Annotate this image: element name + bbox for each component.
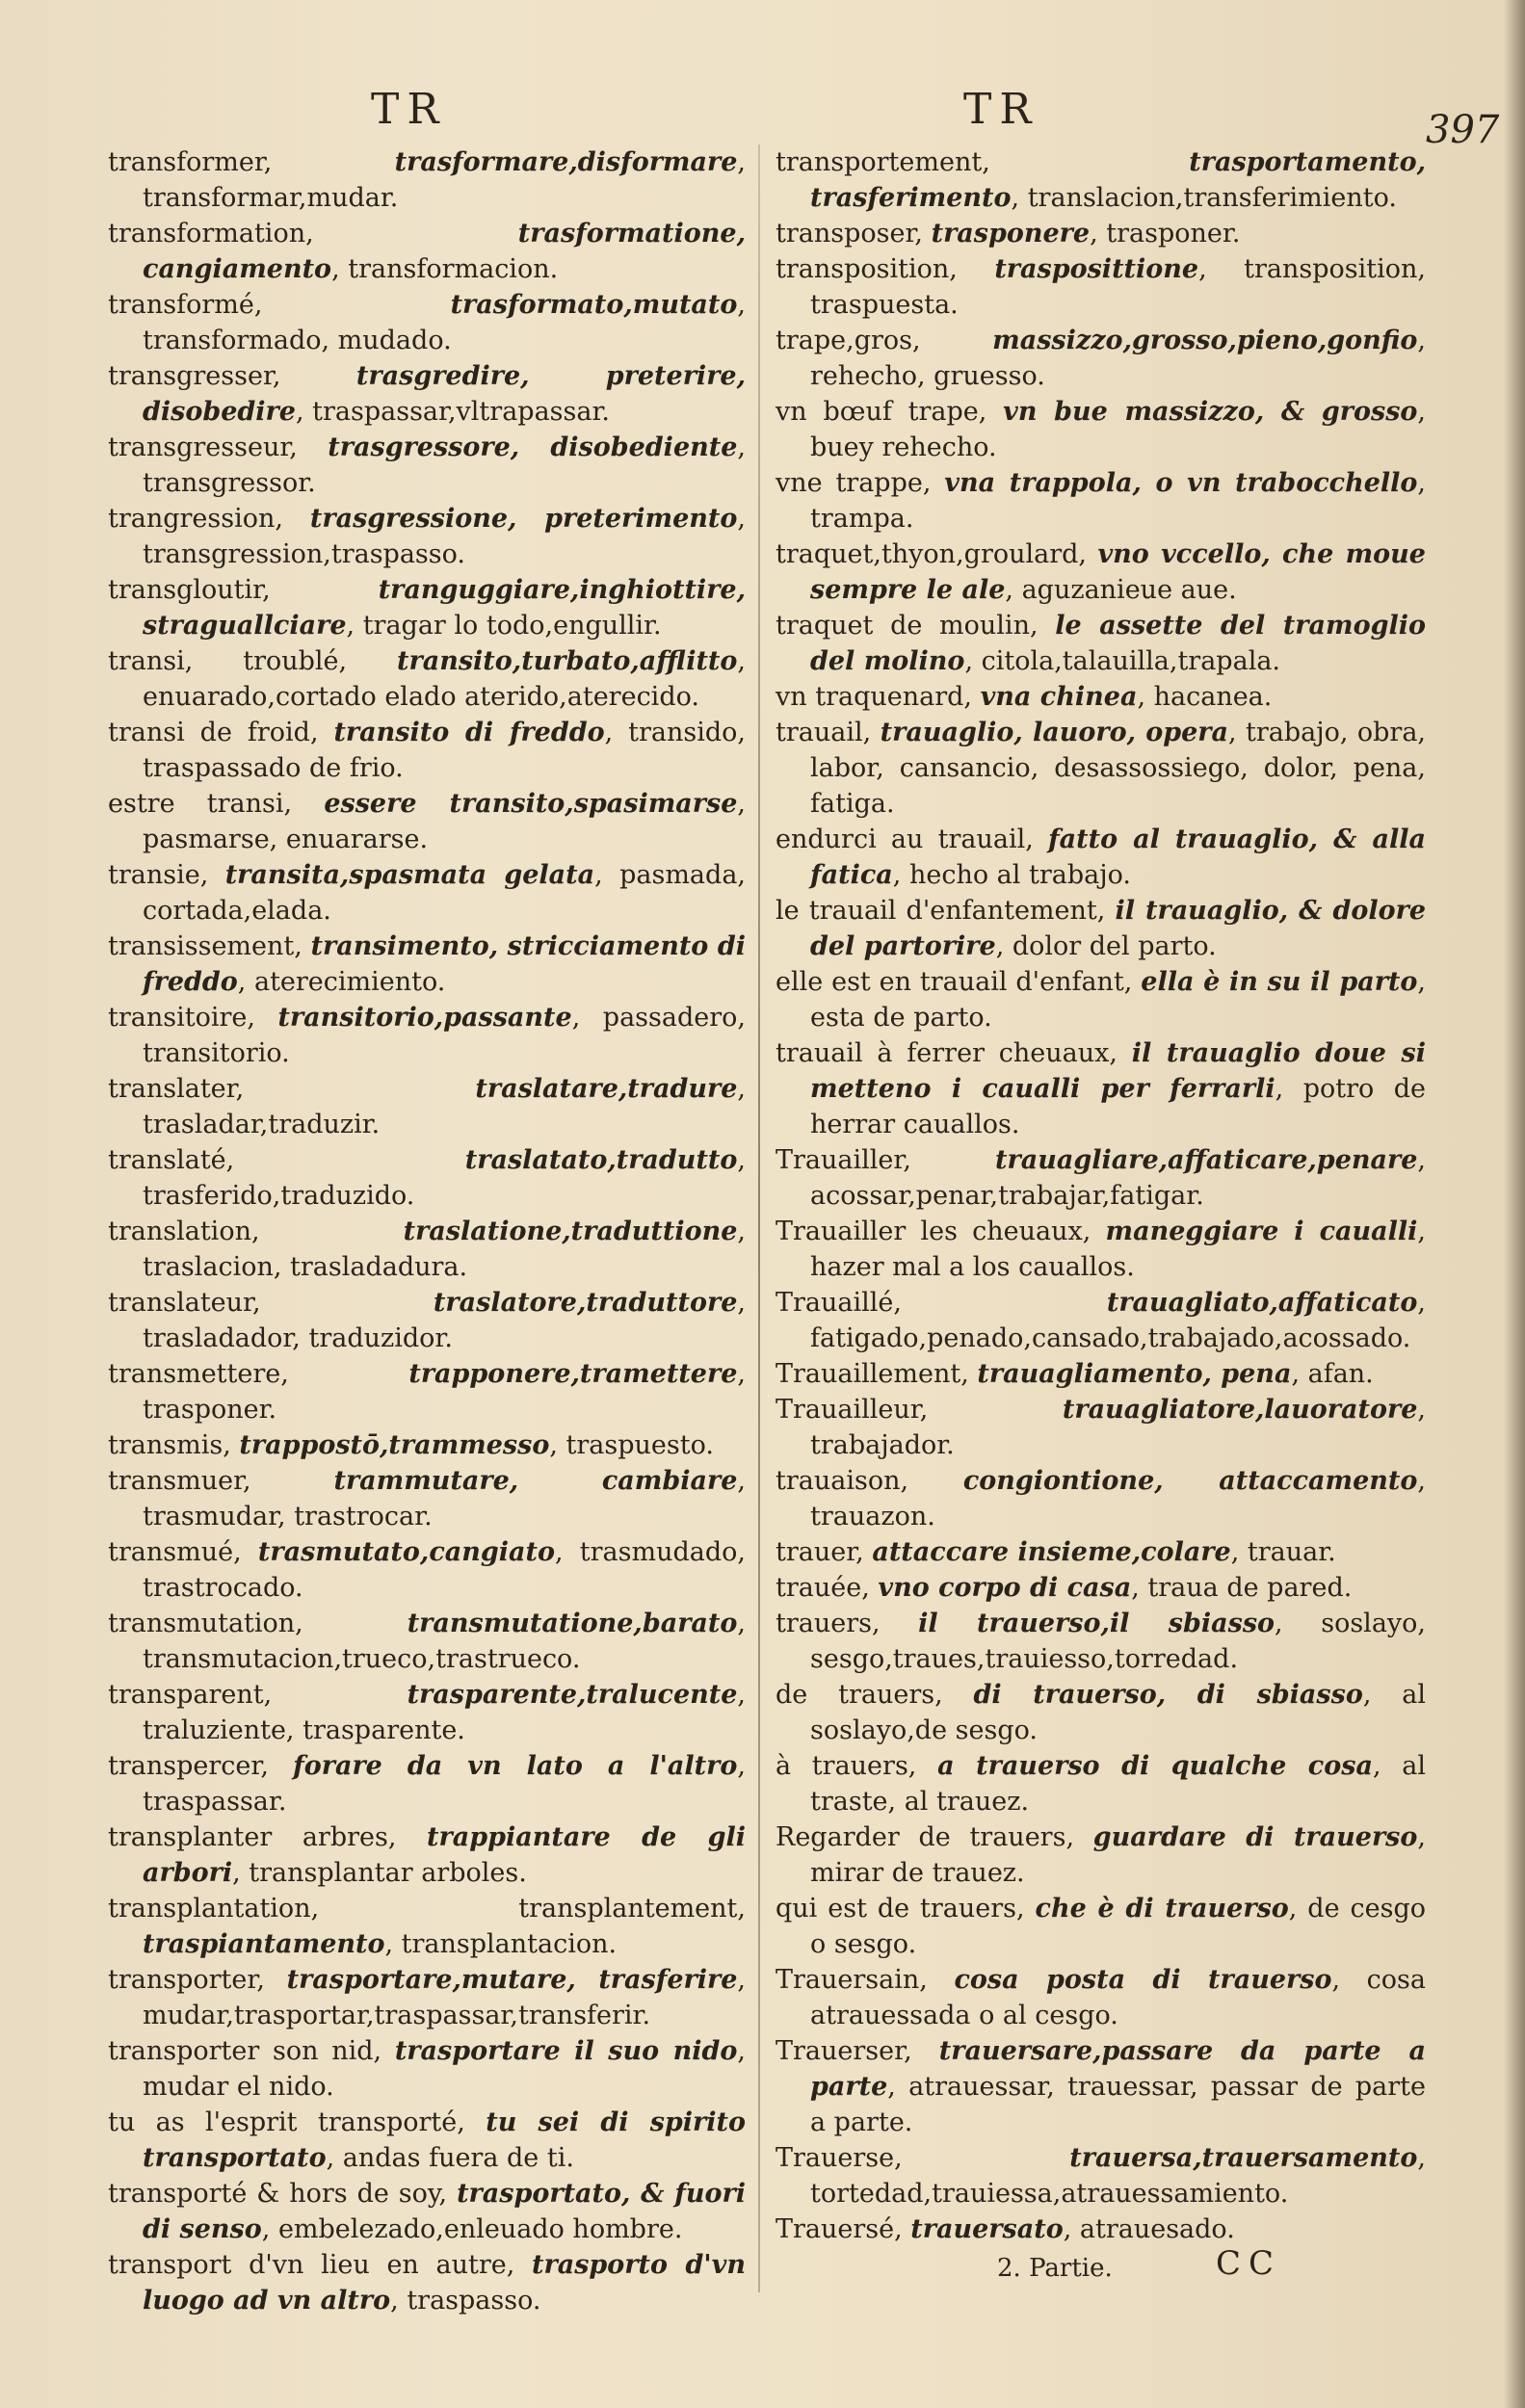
french-headword: transi de froid bbox=[108, 718, 310, 747]
dictionary-entry: trangression, trasgressione, preterimento, transgression,traspasso. bbox=[108, 504, 746, 569]
french-headword: Trauailler les cheuaux bbox=[776, 1217, 1083, 1246]
spanish-translation: traspuesto. bbox=[565, 1430, 714, 1460]
italian-translation: trauagliato,affaticato bbox=[1106, 1288, 1418, 1318]
french-headword: Regarder de trauers bbox=[776, 1822, 1066, 1852]
left-column bbox=[108, 144, 746, 2318]
dictionary-entry: de trauers, di trauerso, di sbiasso, al soslayo,de sesgo. bbox=[776, 1680, 1426, 1745]
french-headword: trauaison bbox=[776, 1466, 901, 1496]
italian-translation: transita,spasmata gelata bbox=[224, 860, 595, 890]
dictionary-entry: transgresser, trasgredire, preterire, disobedire, traspassar,vltrapassar. bbox=[108, 361, 746, 427]
spanish-translation: atrauessar, trauessar, passar de parte a parte. bbox=[810, 2072, 1427, 2137]
french-headword: transformer bbox=[108, 147, 264, 177]
french-headword: endurci au trauail bbox=[776, 824, 1026, 854]
spanish-translation: traluziente, trasparente. bbox=[143, 1715, 465, 1745]
dictionary-entry: transformer, trasformare,disformare, transformar,mudar. bbox=[108, 147, 746, 213]
french-headword: Trauaillement bbox=[776, 1359, 961, 1389]
dictionary-entry: Trauerser, trauersare,passare da parte a parte, atrauessar, trauessar, passar de parte a parte. bbox=[776, 2036, 1427, 2137]
spanish-translation: aguzanieue aue. bbox=[1021, 575, 1237, 605]
italian-translation: guardare di trauerso bbox=[1092, 1822, 1418, 1852]
spanish-translation: soslayo, sesgo,traues,trauiesso,torredad. bbox=[810, 1609, 1427, 1674]
french-headword: trangression bbox=[108, 504, 276, 534]
spanish-translation: translacion,transferimiento. bbox=[1027, 183, 1397, 213]
french-headword: transgresseur bbox=[108, 432, 290, 462]
dictionary-entry: Trauailler, trauagliare,affaticare,penare, acossar,penar,trabajar,fatigar. bbox=[776, 1145, 1426, 1211]
dictionary-entry: Trauaillé, trauagliato,affaticato, fatigado,penado,cansado,trabajado,acossado. bbox=[776, 1288, 1426, 1353]
italian-translation: il trauaglio doue si metteno i caualli per ferrarli bbox=[810, 1038, 1427, 1104]
dictionary-entry: trape,gros, massizzo,grosso,pieno,gonfio, rehecho, gruesso. bbox=[776, 326, 1426, 391]
french-headword: Trauailler bbox=[776, 1145, 904, 1175]
spanish-translation: transformado, mudado. bbox=[143, 326, 452, 355]
dictionary-entry: transformation, trasformatione, cangiamento, transformacion. bbox=[108, 219, 746, 284]
french-headword: transie bbox=[108, 860, 200, 890]
spanish-translation: transformar,mudar. bbox=[143, 183, 399, 213]
dictionary-entry: transport d'vn lieu en autre, trasporto d'vn luogo ad vn altro, traspasso. bbox=[108, 2250, 746, 2316]
dictionary-entry: elle est en trauail d'enfant, ella è in su il parto, esta de parto. bbox=[776, 967, 1426, 1033]
dictionary-entry: transparent, trasparente,tralucente, traluziente, trasparente. bbox=[108, 1680, 746, 1745]
spanish-translation: traua de pared. bbox=[1147, 1573, 1353, 1603]
dictionary-entry: transie, transita,spasmata gelata, pasmada, cortada,elada. bbox=[108, 860, 746, 926]
spanish-translation: trasponer. bbox=[143, 1395, 277, 1425]
dictionary-entry: vn traquenard, vna chinea, hacanea. bbox=[776, 682, 1273, 712]
italian-translation: vna trappola, o vn trabocchello bbox=[944, 468, 1418, 498]
dictionary-entry: endurci au trauail, fatto al trauaglio, & alla fatica, hecho al trabajo. bbox=[776, 824, 1426, 890]
spanish-translation: trampa. bbox=[810, 504, 914, 534]
italian-translation: che è di trauerso bbox=[1035, 1894, 1289, 1924]
spanish-translation: trabajador. bbox=[810, 1430, 955, 1460]
dictionary-entry: transmettere, trapponere,tramettere, trasponer. bbox=[108, 1359, 746, 1425]
italian-translation: trammutare, cambiare bbox=[333, 1466, 738, 1496]
italian-translation: trauersa,trauersamento bbox=[1069, 2143, 1418, 2173]
spanish-translation: tragar lo todo,engullir. bbox=[362, 611, 662, 641]
italian-translation: traslatione,traduttione bbox=[403, 1217, 738, 1246]
dictionary-entry: Trauailleur, trauagliatore,lauoratore, trabajador. bbox=[776, 1395, 1426, 1460]
italian-translation: cosa posta di trauerso bbox=[954, 1965, 1332, 1995]
dictionary-entry: translateur, traslatore,traduttore, trasladador, traduzidor. bbox=[108, 1288, 746, 1353]
dictionary-entry: transformé, trasformato,mutato, transformado, mudado. bbox=[108, 290, 746, 355]
french-headword: estre transi bbox=[108, 789, 284, 819]
french-headword: qui est de trauers bbox=[776, 1894, 1017, 1924]
dictionary-entry: Trauersain, cosa posta di trauerso, cosa atrauessada o al cesgo. bbox=[776, 1965, 1426, 2030]
french-headword: traquet de moulin bbox=[776, 611, 1030, 641]
spanish-translation: transgressor. bbox=[143, 468, 316, 498]
italian-translation: trasformatione, cangiamento bbox=[143, 219, 746, 284]
italian-translation: trasformare,disformare bbox=[394, 147, 738, 177]
dictionary-entry: le trauail d'enfantement, il trauaglio, & dolore del partorire, dolor del parto. bbox=[776, 896, 1426, 961]
italian-translation: vno corpo di casa bbox=[878, 1573, 1132, 1603]
italian-translation: trauagliamento, pena bbox=[977, 1359, 1292, 1389]
dictionary-entry: vne trappe, vna trappola, o vn trabocchello, trampa. bbox=[776, 468, 1427, 534]
italian-translation: transito,turbato,afflitto bbox=[397, 646, 738, 676]
spanish-translation: afan. bbox=[1307, 1359, 1374, 1389]
column-divider bbox=[758, 144, 760, 2292]
dictionary-entry: transporter, trasportare,mutare, trasferire, mudar,trasportar,traspassar,transferir. bbox=[108, 1965, 746, 2030]
dictionary-entry: trauée, vno corpo di casa, traua de pared. bbox=[776, 1573, 1353, 1603]
french-headword: transporté & hors de soy bbox=[108, 2179, 439, 2209]
dictionary-entry: translater, traslatare,tradure, trasladar,traduzir. bbox=[108, 1074, 746, 1139]
dictionary-entry: transpercer, forare da vn lato a l'altro, traspassar. bbox=[108, 1751, 746, 1817]
french-headword: trape,gros bbox=[776, 326, 913, 355]
spanish-translation: fatigado,penado,cansado,trabajado,acossado. bbox=[810, 1323, 1411, 1353]
french-headword: transmuer bbox=[108, 1466, 244, 1496]
french-headword: le trauail d'enfantement bbox=[776, 896, 1097, 926]
dictionary-entry: translaté, traslatato,tradutto, trasferido,traduzido. bbox=[108, 1145, 746, 1211]
spanish-translation: transmutacion,trueco,trastrueco. bbox=[143, 1644, 581, 1674]
spanish-translation: trasmudado, trastrocado. bbox=[143, 1537, 747, 1603]
dictionary-entry: trauers, il trauerso,il sbiasso, soslayo, sesgo,traues,trauiesso,torredad. bbox=[776, 1609, 1427, 1674]
french-headword: à trauers bbox=[776, 1751, 908, 1781]
spanish-translation: passadero, transitorio. bbox=[143, 1003, 746, 1068]
italian-translation: trappiantare de gli arbori bbox=[143, 1822, 746, 1888]
spanish-translation: potro de herrar cauallos. bbox=[810, 1074, 1426, 1139]
spanish-translation: mudar,trasportar,traspassar,transferir. bbox=[143, 2001, 651, 2030]
spanish-translation: hecho al trabajo. bbox=[908, 860, 1131, 890]
dictionary-entry: Trauaillement, trauagliamento, pena, afan. bbox=[776, 1359, 1374, 1389]
french-headword: transparent bbox=[108, 1680, 264, 1710]
spanish-translation: mudar el nido. bbox=[143, 2072, 334, 2102]
spanish-translation: tortedad,trauiessa,atrauessamiento. bbox=[810, 2179, 1289, 2209]
dictionary-entry: qui est de trauers, che è di trauerso, de cesgo o sesgo. bbox=[776, 1894, 1426, 1959]
french-headword: vne trappe bbox=[776, 468, 923, 498]
french-headword: trauée bbox=[776, 1573, 862, 1603]
spanish-translation: hacanea. bbox=[1153, 682, 1273, 712]
dictionary-entry: trauail à ferrer cheuaux, il trauaglio doue si metteno i caualli per ferrarli, potro de herrar cauallos. bbox=[776, 1038, 1427, 1139]
italian-translation: traslatato,tradutto bbox=[464, 1145, 738, 1175]
dictionary-entry: Trauailler les cheuaux, maneggiare i caualli, hazer mal a los cauallos. bbox=[776, 1217, 1426, 1282]
italian-translation: essere transito,spasimarse bbox=[324, 789, 738, 819]
french-headword: transporter bbox=[108, 1965, 257, 1995]
dictionary-entry: estre transi, essere transito,spasimarse, pasmarse, enuararse. bbox=[108, 789, 746, 854]
spanish-translation: trauar. bbox=[1247, 1537, 1336, 1567]
italian-translation: trauersato bbox=[910, 2214, 1064, 2244]
italian-translation: traslatare,tradure bbox=[475, 1074, 738, 1104]
spanish-translation: mirar de trauez. bbox=[810, 1858, 1025, 1888]
italian-translation: le assette del tramoglio del molino bbox=[810, 611, 1426, 676]
french-headword: transmis bbox=[108, 1430, 223, 1460]
italian-translation: trauagliatore,lauoratore bbox=[1062, 1395, 1418, 1425]
italian-translation: attaccare insieme,colare bbox=[872, 1537, 1231, 1567]
italian-translation: trasportare,mutare, trasferire bbox=[286, 1965, 738, 1995]
italian-translation: trasportare il suo nido bbox=[394, 2036, 738, 2066]
italian-translation: trauaglio, lauoro, opera bbox=[880, 718, 1229, 747]
spanish-translation: atrauesado. bbox=[1079, 2214, 1235, 2244]
spanish-translation: rehecho, gruesso. bbox=[810, 361, 1045, 391]
spanish-translation: transplantacion. bbox=[401, 1929, 618, 1959]
french-headword: trauer bbox=[776, 1537, 856, 1567]
french-headword: transformation bbox=[108, 219, 306, 249]
spanish-translation: aterecimiento. bbox=[253, 967, 446, 997]
italian-translation: trasgredire, preterire, disobedire bbox=[143, 361, 746, 427]
italian-translation: trasposittione bbox=[994, 254, 1199, 284]
dictionary-entry: Regarder de trauers, guardare di trauerso, mirar de trauez. bbox=[776, 1822, 1426, 1888]
dictionary-entry: traquet de moulin, le assette del tramoglio del molino, citola,talauilla,trapala. bbox=[776, 611, 1426, 676]
french-headword: transposer bbox=[776, 219, 915, 249]
spanish-translation: trasladador, traduzidor. bbox=[143, 1323, 453, 1353]
running-head-left: TR bbox=[371, 85, 447, 134]
spanish-translation: al soslayo,de sesgo. bbox=[810, 1680, 1426, 1745]
spanish-translation: trasferido,traduzido. bbox=[143, 1181, 415, 1211]
italian-translation: vna chinea bbox=[980, 682, 1138, 712]
french-headword: transporter son nid bbox=[108, 2036, 374, 2066]
italian-translation: a trauerso di qualche cosa bbox=[937, 1751, 1373, 1781]
french-headword: translaté bbox=[108, 1145, 226, 1175]
spanish-translation: hazer mal a los cauallos. bbox=[810, 1252, 1135, 1282]
french-headword: elle est en trauail d'enfant bbox=[776, 967, 1124, 997]
dictionary-entry: translation, traslatione,traduttione, traslacion, trasladadura. bbox=[108, 1217, 746, 1282]
french-headword: transissement bbox=[108, 931, 295, 961]
french-headword: transitoire bbox=[108, 1003, 248, 1033]
french-headword: translateur bbox=[108, 1288, 252, 1318]
right-column bbox=[776, 144, 1426, 2247]
french-headword: translater bbox=[108, 1074, 236, 1104]
french-headword: transformé bbox=[108, 290, 254, 320]
dictionary-entry: tu as l'esprit transporté, tu sei di spirito transportato, andas fuera de ti. bbox=[108, 2107, 746, 2173]
french-headword: traquet,thyon,groulard bbox=[776, 539, 1079, 569]
dictionary-entry: transgresseur, trasgressore, disobediente, transgressor. bbox=[108, 432, 746, 498]
french-headword: transgresser bbox=[108, 361, 273, 391]
dictionary-entry: transportement, trasportamento, trasferimento, translacion,transferimiento. bbox=[776, 147, 1426, 213]
spanish-translation: traspassar,vltrapassar. bbox=[312, 397, 611, 427]
spanish-translation: transplantar arboles. bbox=[249, 1858, 527, 1888]
italian-translation: di trauerso, di sbiasso bbox=[973, 1680, 1363, 1710]
signature-mark: CC bbox=[1216, 2244, 1282, 2283]
italian-translation: ella è in su il parto bbox=[1141, 967, 1418, 997]
italian-translation: tranguggiare,inghiottire, straguallciare bbox=[143, 575, 746, 641]
dictionary-entry: transitoire, transitorio,passante, passadero, transitorio. bbox=[108, 1003, 746, 1068]
french-headword: Trauaillé bbox=[776, 1288, 894, 1318]
french-headword: transport d'vn lieu en autre bbox=[108, 2250, 507, 2280]
spanish-translation: cosa atrauessada o al cesgo. bbox=[810, 1965, 1426, 2030]
spanish-translation: transido, traspassado de frio. bbox=[143, 718, 746, 783]
dictionary-entry: transissement, transimento, stricciamento di freddo, aterecimiento. bbox=[108, 931, 746, 997]
french-headword: transi, troublé bbox=[108, 646, 339, 676]
italian-translation: transito di freddo bbox=[333, 718, 605, 747]
french-headword: Trauersain bbox=[776, 1965, 920, 1995]
italian-translation: trasformato,mutato bbox=[450, 290, 738, 320]
italian-translation: trapponere,tramettere bbox=[408, 1359, 738, 1389]
italian-translation: transimento, stricciamento di freddo bbox=[143, 931, 746, 997]
dictionary-entry: transmuer, trammutare, cambiare, trasmudar, trastrocar. bbox=[108, 1466, 747, 1531]
italian-translation: vn bue massizzo, & grosso bbox=[1003, 397, 1418, 427]
italian-translation: trasportato, & fuori di senso bbox=[143, 2179, 747, 2244]
spanish-translation: traspassar. bbox=[143, 1787, 287, 1817]
spanish-translation: andas fuera de ti. bbox=[342, 2143, 574, 2173]
dictionary-entry: vn bœuf trape, vn bue massizzo, & grosso, buey rehecho. bbox=[776, 397, 1426, 462]
italian-translation: transmutatione,barato bbox=[407, 1609, 738, 1638]
french-headword: transgloutir bbox=[108, 575, 263, 605]
french-headword: transpercer bbox=[108, 1751, 261, 1781]
spanish-translation: trasponer. bbox=[1106, 219, 1241, 249]
french-headword: vn traquenard bbox=[776, 682, 964, 712]
italian-translation: trasgressore, disobediente bbox=[328, 432, 738, 462]
italian-translation: il trauerso,il sbiasso bbox=[918, 1609, 1275, 1638]
dictionary-entry: transi, troublé, transito,turbato,afflitto, enuarado,cortado elado aterido,aterecido. bbox=[108, 646, 747, 712]
french-headword: trauers bbox=[776, 1609, 872, 1638]
dictionary-entry: trauer, attaccare insieme,colare, trauar. bbox=[776, 1537, 1336, 1567]
french-headword: vn bœuf trape bbox=[776, 397, 979, 427]
spanish-translation: esta de parto. bbox=[810, 1003, 992, 1033]
french-headword: Trauerser bbox=[776, 2036, 905, 2066]
italian-translation: congiontione, attaccamento bbox=[962, 1466, 1418, 1496]
italian-translation: trasgressione, preterimento bbox=[309, 504, 738, 534]
dictionary-entry: transmutation, transmutatione,barato, transmutacion,trueco,trastrueco. bbox=[108, 1609, 746, 1674]
spanish-translation: trauazon. bbox=[810, 1502, 935, 1531]
signature-line: 2. Partie. bbox=[997, 2254, 1113, 2283]
french-headword: trauail bbox=[776, 718, 863, 747]
dictionary-entry: trauaison, congiontione, attaccamento, trauazon. bbox=[776, 1466, 1426, 1531]
italian-translation: transitorio,passante bbox=[277, 1003, 572, 1033]
italian-translation: trasportamento, trasferimento bbox=[810, 147, 1426, 213]
italian-translation: massizzo,grosso,pieno,gonfio bbox=[992, 326, 1418, 355]
spanish-translation: trabajo, obra, labor, cansancio, desassossiego, dolor, pena, fatiga. bbox=[810, 718, 1426, 819]
french-headword: transportement bbox=[776, 147, 983, 177]
italian-translation: maneggiare i caualli bbox=[1105, 1217, 1418, 1246]
italian-translation: traslatore,traduttore bbox=[433, 1288, 738, 1318]
spanish-translation: trasmudar, trastrocar. bbox=[143, 1502, 433, 1531]
dictionary-entry: transi de froid, transito di freddo, transido, traspassado de frio. bbox=[108, 718, 746, 783]
italian-translation: trauagliare,affaticare,penare bbox=[995, 1145, 1418, 1175]
spanish-translation: traslacion, trasladadura. bbox=[143, 1252, 468, 1282]
page-number: 397 bbox=[1426, 108, 1500, 152]
italian-translation: trasparente,tralucente bbox=[407, 1680, 738, 1710]
italian-translation: trasponere bbox=[931, 219, 1091, 249]
french-headword: translation bbox=[108, 1217, 251, 1246]
dictionary-entry: traquet,thyon,groulard, vno vccello, che moue sempre le ale, aguzanieue aue. bbox=[776, 539, 1426, 605]
italian-translation: trauersare,passare da parte a parte bbox=[810, 2036, 1426, 2102]
spanish-translation: dolor del parto. bbox=[1012, 931, 1217, 961]
dictionary-entry: transplantation, transplantement, traspiantamento, transplantacion. bbox=[108, 1894, 746, 1959]
dictionary-entry: transporter son nid, trasportare il suo nido, mudar el nido. bbox=[108, 2036, 746, 2102]
italian-translation: fatto al trauaglio, & alla fatica bbox=[810, 824, 1426, 890]
spanish-translation: acossar,penar,trabajar,fatigar. bbox=[810, 1181, 1204, 1211]
italian-translation: il trauaglio, & dolore del partorire bbox=[810, 896, 1426, 961]
italian-translation: traspiantamento bbox=[143, 1929, 385, 1959]
french-headword: transmué bbox=[108, 1537, 234, 1567]
dictionary-entry: transposition, trasposittione, transposition, traspuesta. bbox=[776, 254, 1426, 320]
italian-translation: vno vccello, che moue sempre le ale bbox=[810, 539, 1426, 605]
dictionary-entry: à trauers, a trauerso di qualche cosa, al traste, al trauez. bbox=[776, 1751, 1426, 1817]
italian-translation: trappostō,trammesso bbox=[239, 1430, 550, 1460]
spanish-translation: transposition, traspuesta. bbox=[810, 254, 1426, 320]
dictionary-entry: transporté & hors de soy, trasportato, & fuori di senso, embelezado,enleuado hombre. bbox=[108, 2179, 747, 2244]
spanish-translation: citola,talauilla,trapala. bbox=[981, 646, 1281, 676]
italian-translation: tu sei di spirito transportato bbox=[143, 2107, 746, 2173]
italian-translation: forare da vn lato a l'altro bbox=[293, 1751, 738, 1781]
italian-translation: trasmutato,cangiato bbox=[257, 1537, 555, 1567]
spanish-translation: embelezado,enleuado hombre. bbox=[277, 2214, 683, 2244]
french-headword: transplanter arbres bbox=[108, 1822, 388, 1852]
french-headword: Trauerse bbox=[776, 2143, 895, 2173]
spanish-translation: enuarado,cortado elado aterido,aterecido. bbox=[143, 682, 699, 712]
french-headword: Trauailleur bbox=[776, 1395, 920, 1425]
dictionary-entry: trauail, trauaglio, lauoro, opera, trabajo, obra, labor, cansancio, desassossiego, dolor, pena, fatiga. bbox=[776, 718, 1426, 819]
french-headword: tu as l'esprit transporté bbox=[108, 2107, 458, 2137]
spanish-translation: transformacion. bbox=[348, 254, 559, 284]
dictionary-entry: Trauersé, trauersato, atrauesado. bbox=[776, 2214, 1235, 2244]
french-headword: transmutation bbox=[108, 1609, 296, 1638]
french-headword: de trauers bbox=[776, 1680, 935, 1710]
spanish-translation: al traste, al trauez. bbox=[810, 1751, 1426, 1817]
dictionary-entry: transplanter arbres, trappiantare de gli arbori, transplantar arboles. bbox=[108, 1822, 746, 1888]
dictionary-entry: transmué, trasmutato,cangiato, trasmudado, trastrocado. bbox=[108, 1537, 747, 1603]
french-headword: trauail à ferrer cheuaux bbox=[776, 1038, 1110, 1068]
dictionary-entry: transposer, trasponere, trasponer. bbox=[776, 219, 1241, 249]
spanish-translation: buey rehecho. bbox=[810, 432, 997, 462]
spanish-translation: traspasso. bbox=[407, 2286, 541, 2316]
dictionary-entry: transgloutir, tranguggiare,inghiottire, straguallciare, tragar lo todo,engullir. bbox=[108, 575, 746, 641]
dictionary-entry: transmis, trappostō,trammesso, traspuesto. bbox=[108, 1430, 714, 1460]
italian-translation: trasporto d'vn luogo ad vn altro bbox=[143, 2250, 746, 2316]
spanish-translation: trasladar,traduzir. bbox=[143, 1110, 381, 1139]
spanish-translation: pasmada, cortada,elada. bbox=[143, 860, 746, 926]
running-head-right: TR bbox=[963, 85, 1039, 134]
spanish-translation: de cesgo o sesgo. bbox=[810, 1894, 1426, 1959]
french-headword: transplantation, transplantement bbox=[108, 1894, 738, 1924]
dictionary-entry: Trauerse, trauersa,trauersamento, tortedad,trauiessa,atrauessamiento. bbox=[776, 2143, 1426, 2209]
french-headword: transmettere bbox=[108, 1359, 281, 1389]
spanish-translation: transgression,traspasso. bbox=[143, 539, 466, 569]
french-headword: transposition bbox=[776, 254, 950, 284]
spanish-translation: pasmarse, enuararse. bbox=[143, 824, 429, 854]
french-headword: Trauersé bbox=[776, 2214, 895, 2244]
